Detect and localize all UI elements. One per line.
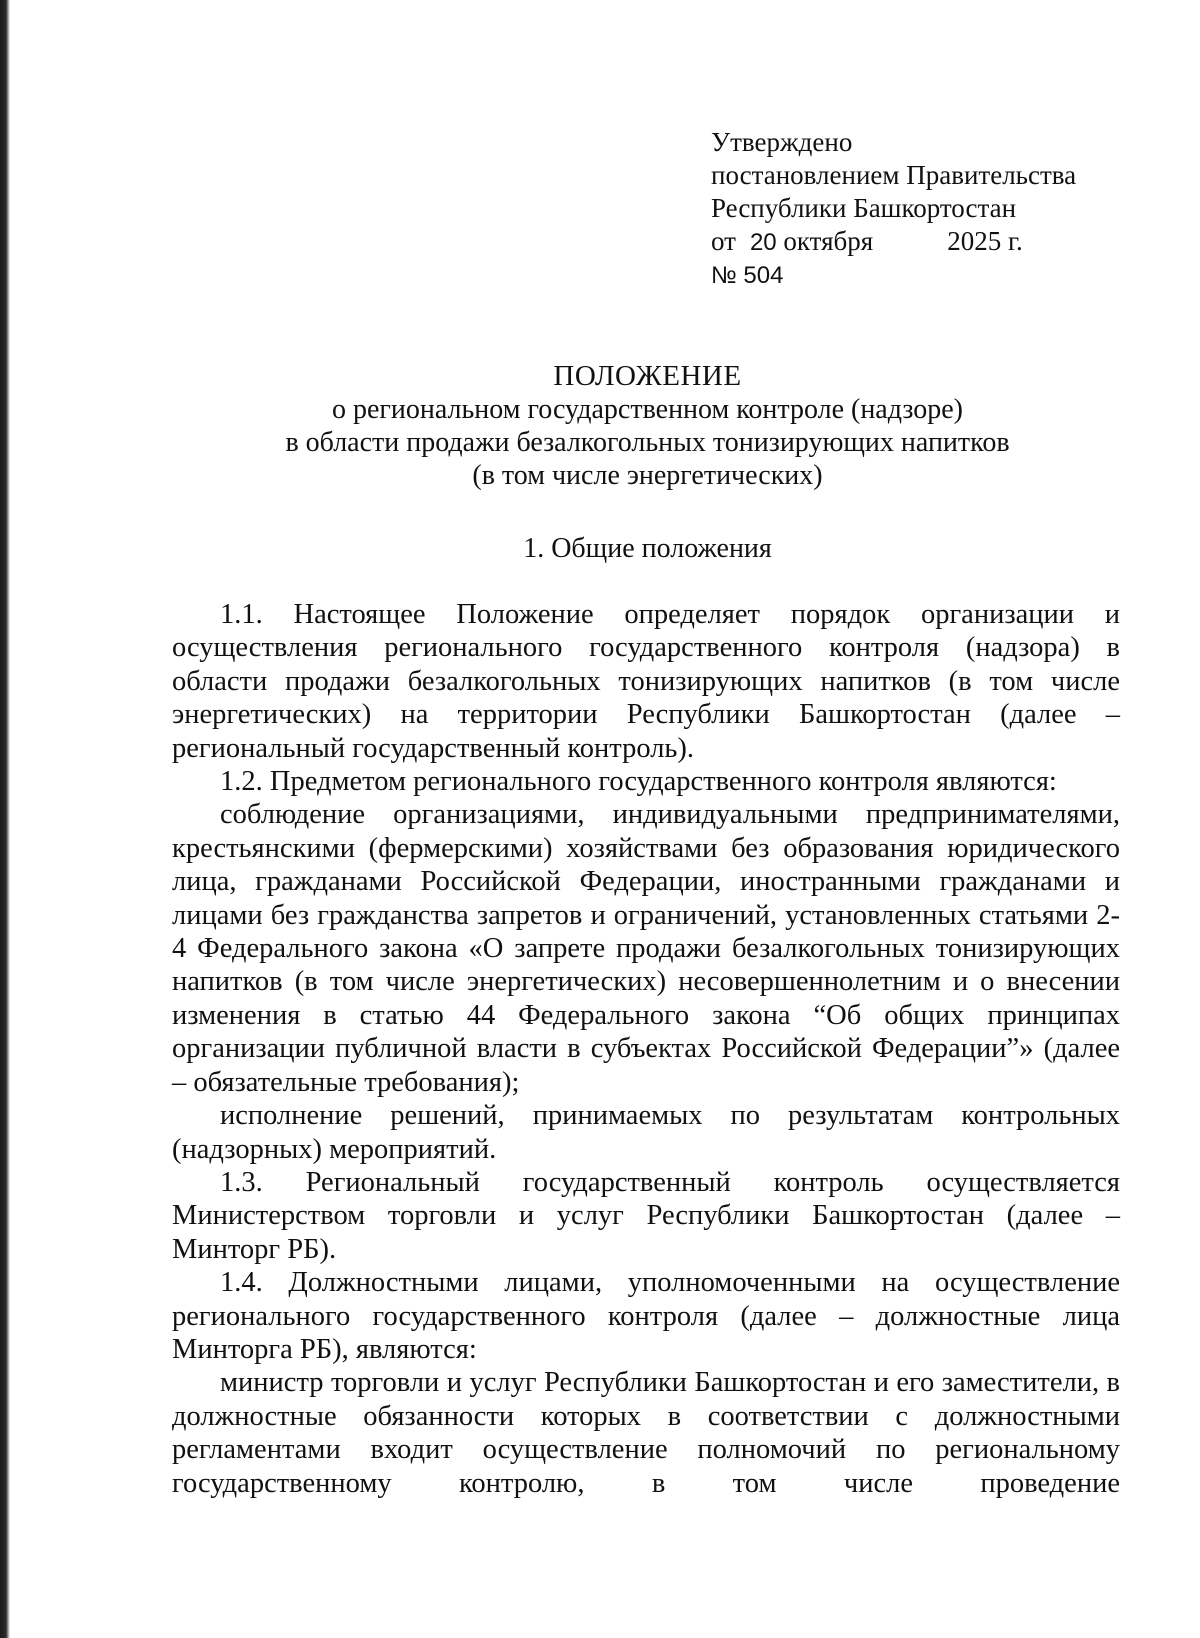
paragraph: исполнение решений, принимаемых по результатам контрольных (надзорных) мероприятий. <box>172 1100 1120 1165</box>
date-day: 20 <box>749 229 777 256</box>
date-year: 2025 г. <box>947 226 1023 256</box>
paragraph: 1.3. Региональный государственный контроль осуществляется Министерством торговли и услуг Республики Башкортостан (далее – Минторг РБ). <box>172 1166 1120 1265</box>
scan-edge <box>0 0 10 1638</box>
approval-block <box>711 126 1076 292</box>
approval-line: Республики Башкортостан <box>711 193 1017 223</box>
document-subtitle: (в том числе энергетических) <box>472 460 823 491</box>
section-title: 1. Общие положения <box>523 533 772 564</box>
document-title: ПОЛОЖЕНИЕ <box>553 360 742 392</box>
paragraph: 1.2. Предметом регионального государственного контроля являются: <box>220 766 1057 798</box>
paragraph: соблюдение организациями, индивидуальными предпринимателями, крестьянскими (фермерскими) хозяйствами без образования юридического лица, гражданами Российской Федерации, иностранными гражданами и лицами без гражданства запретов и ограничений, установленных статьями 2-4 Федерального закона «О запрете продажи безалкогольных тонизирующих напитков (в том числе энергетических) несовершеннолетним и о внесении изменения в статью 44 Федерального закона “Об общих принципах организации публичной власти в субъектах Российской Федерации”» (далее – обязательные требования); <box>172 799 1120 1098</box>
approval-line: постановлением Правительства <box>711 160 1077 190</box>
document-heading <box>175 360 1120 492</box>
paragraph: 1.1. Настоящее Положение определяет порядок организации и осуществления регионального государственного контроля (надзора) в области продажи безалкогольных тонизирующих напитков (в том числе энергетических) на территории Республики Башкортостан (далее – региональный государственный контроль). <box>172 599 1120 764</box>
paragraph: министр торговли и услуг Республики Башкортостан и его заместители, в должностные обязанности которых в соответствии с должностными регламентами входит осуществление полномочий по региональному государственному контролю, в том числе проведение <box>172 1367 1120 1499</box>
approval-number: № 504 <box>711 262 784 289</box>
document-body <box>172 598 1120 1500</box>
date-prefix: от <box>711 226 736 256</box>
document-subtitle: в области продажи безалкогольных тонизирующих напитков <box>285 427 1010 458</box>
document-subtitle: о региональном государственном контроле (надзоре) <box>332 394 963 425</box>
date-month: октября <box>783 226 874 256</box>
approval-date <box>711 225 1076 259</box>
paragraph: 1.4. Должностными лицами, уполномоченными на осуществление регионального государственного контроля (далее – должностные лица Минторга РБ), являются: <box>172 1267 1120 1365</box>
approval-line: Утверждено <box>711 127 853 157</box>
